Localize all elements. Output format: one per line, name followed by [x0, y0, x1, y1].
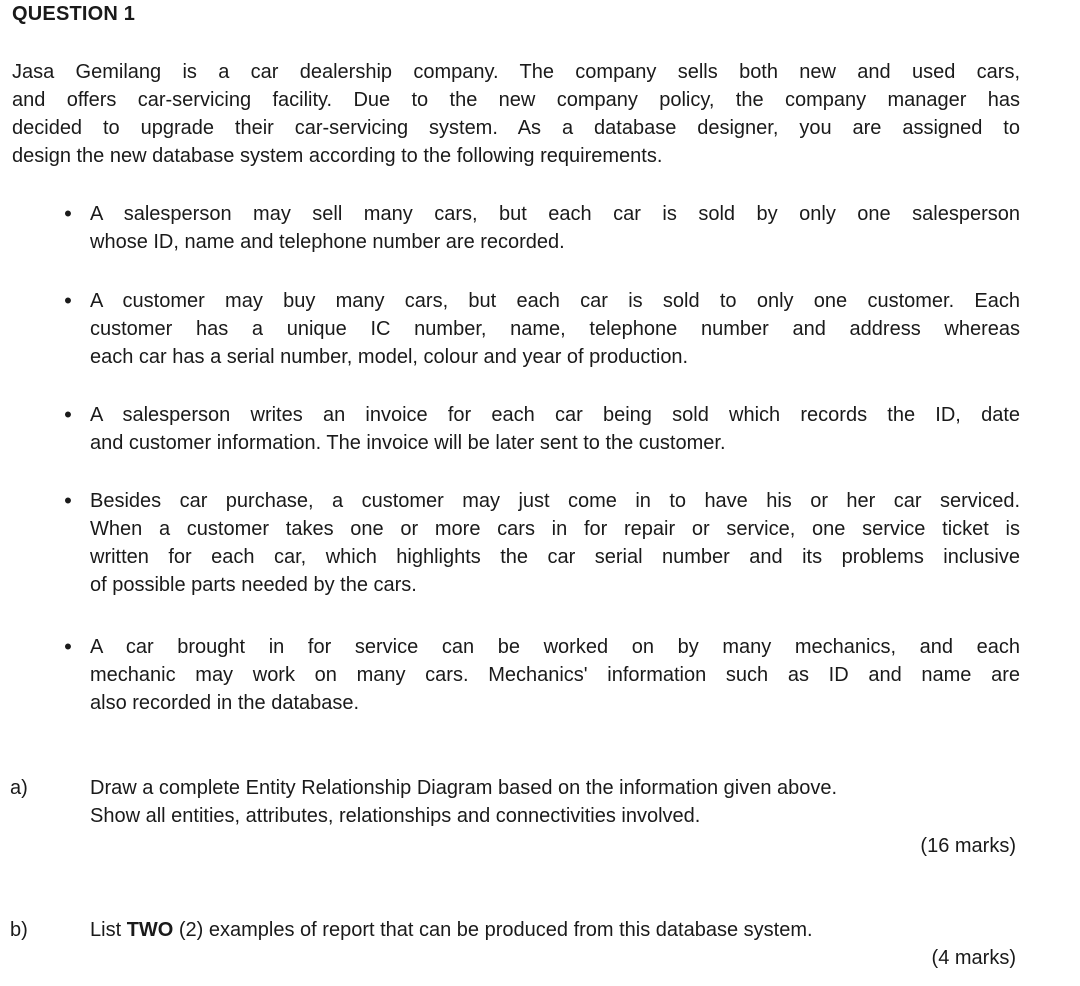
part-line: Show all entities, attributes, relationships and connectivities involved. [90, 805, 701, 827]
bullet-icon: • [64, 488, 72, 513]
bullet-icon: • [64, 288, 72, 313]
marks-label: (16 marks) [920, 835, 1016, 857]
requirement-line: Besides car purchase, a customer may just come in to have his or her car serviced. [90, 490, 1020, 512]
requirement-text [90, 487, 1020, 599]
intro-line: design the new database system according to the following requirements. [12, 145, 663, 167]
bullet-icon: • [64, 634, 72, 659]
part-label: a) [10, 777, 28, 799]
requirement-line: whose ID, name and telephone number are recorded. [90, 231, 565, 253]
intro-line: Jasa Gemilang is a car dealership company. The company sells both new and used cars, [12, 61, 1020, 83]
requirement-text [90, 200, 1020, 256]
requirement-line: also recorded in the database. [90, 692, 360, 714]
requirement-line: A car brought in for service can be worked on by many mechanics, and each [90, 636, 1020, 658]
requirement-line: each car has a serial number, model, colour and year of production. [90, 346, 689, 368]
marks-label: (4 marks) [931, 947, 1016, 969]
requirement-text [90, 401, 1020, 457]
bullet-icon: • [64, 201, 72, 226]
requirement-line: written for each car, which highlights the car serial number and its problems inclusive [90, 546, 1020, 568]
requirement-line: A salesperson writes an invoice for each car being sold which records the ID, date [90, 404, 1020, 426]
part-text-end: (2) examples of report that can be produced from this database system. [173, 919, 813, 941]
requirement-line: customer has a unique IC number, name, telephone number and address whereas [90, 318, 1020, 340]
bullet-icon: • [64, 402, 72, 427]
requirement-text [90, 287, 1020, 371]
part-text [90, 774, 1020, 830]
requirement-line: and customer information. The invoice will be later sent to the customer. [90, 432, 726, 454]
part-line: Draw a complete Entity Relationship Diagram based on the information given above. [90, 777, 838, 799]
requirement-line: of possible parts needed by the cars. [90, 574, 417, 596]
requirement-line: A salesperson may sell many cars, but each car is sold by only one salesperson [90, 203, 1020, 225]
emphasis-two: TWO [126, 919, 174, 941]
intro-line: decided to upgrade their car-servicing system. As a database designer, you are assigned to [12, 117, 1020, 139]
requirement-text [90, 633, 1020, 717]
requirement-line: mechanic may work on many cars. Mechanics' information such as ID and name are [90, 664, 1020, 686]
question-title: QUESTION 1 [12, 3, 136, 25]
intro-paragraph [12, 58, 1020, 170]
part-text [90, 916, 1020, 944]
intro-line: and offers car-servicing facility. Due to the new company policy, the company manager has [12, 89, 1020, 111]
part-label: b) [10, 919, 28, 941]
requirement-line: When a customer takes one or more cars in for repair or service, one service ticket is [90, 518, 1020, 540]
requirement-line: A customer may buy many cars, but each car is sold to only one customer. Each [90, 290, 1020, 312]
part-text-start: List [90, 919, 127, 941]
part-line [90, 919, 813, 941]
